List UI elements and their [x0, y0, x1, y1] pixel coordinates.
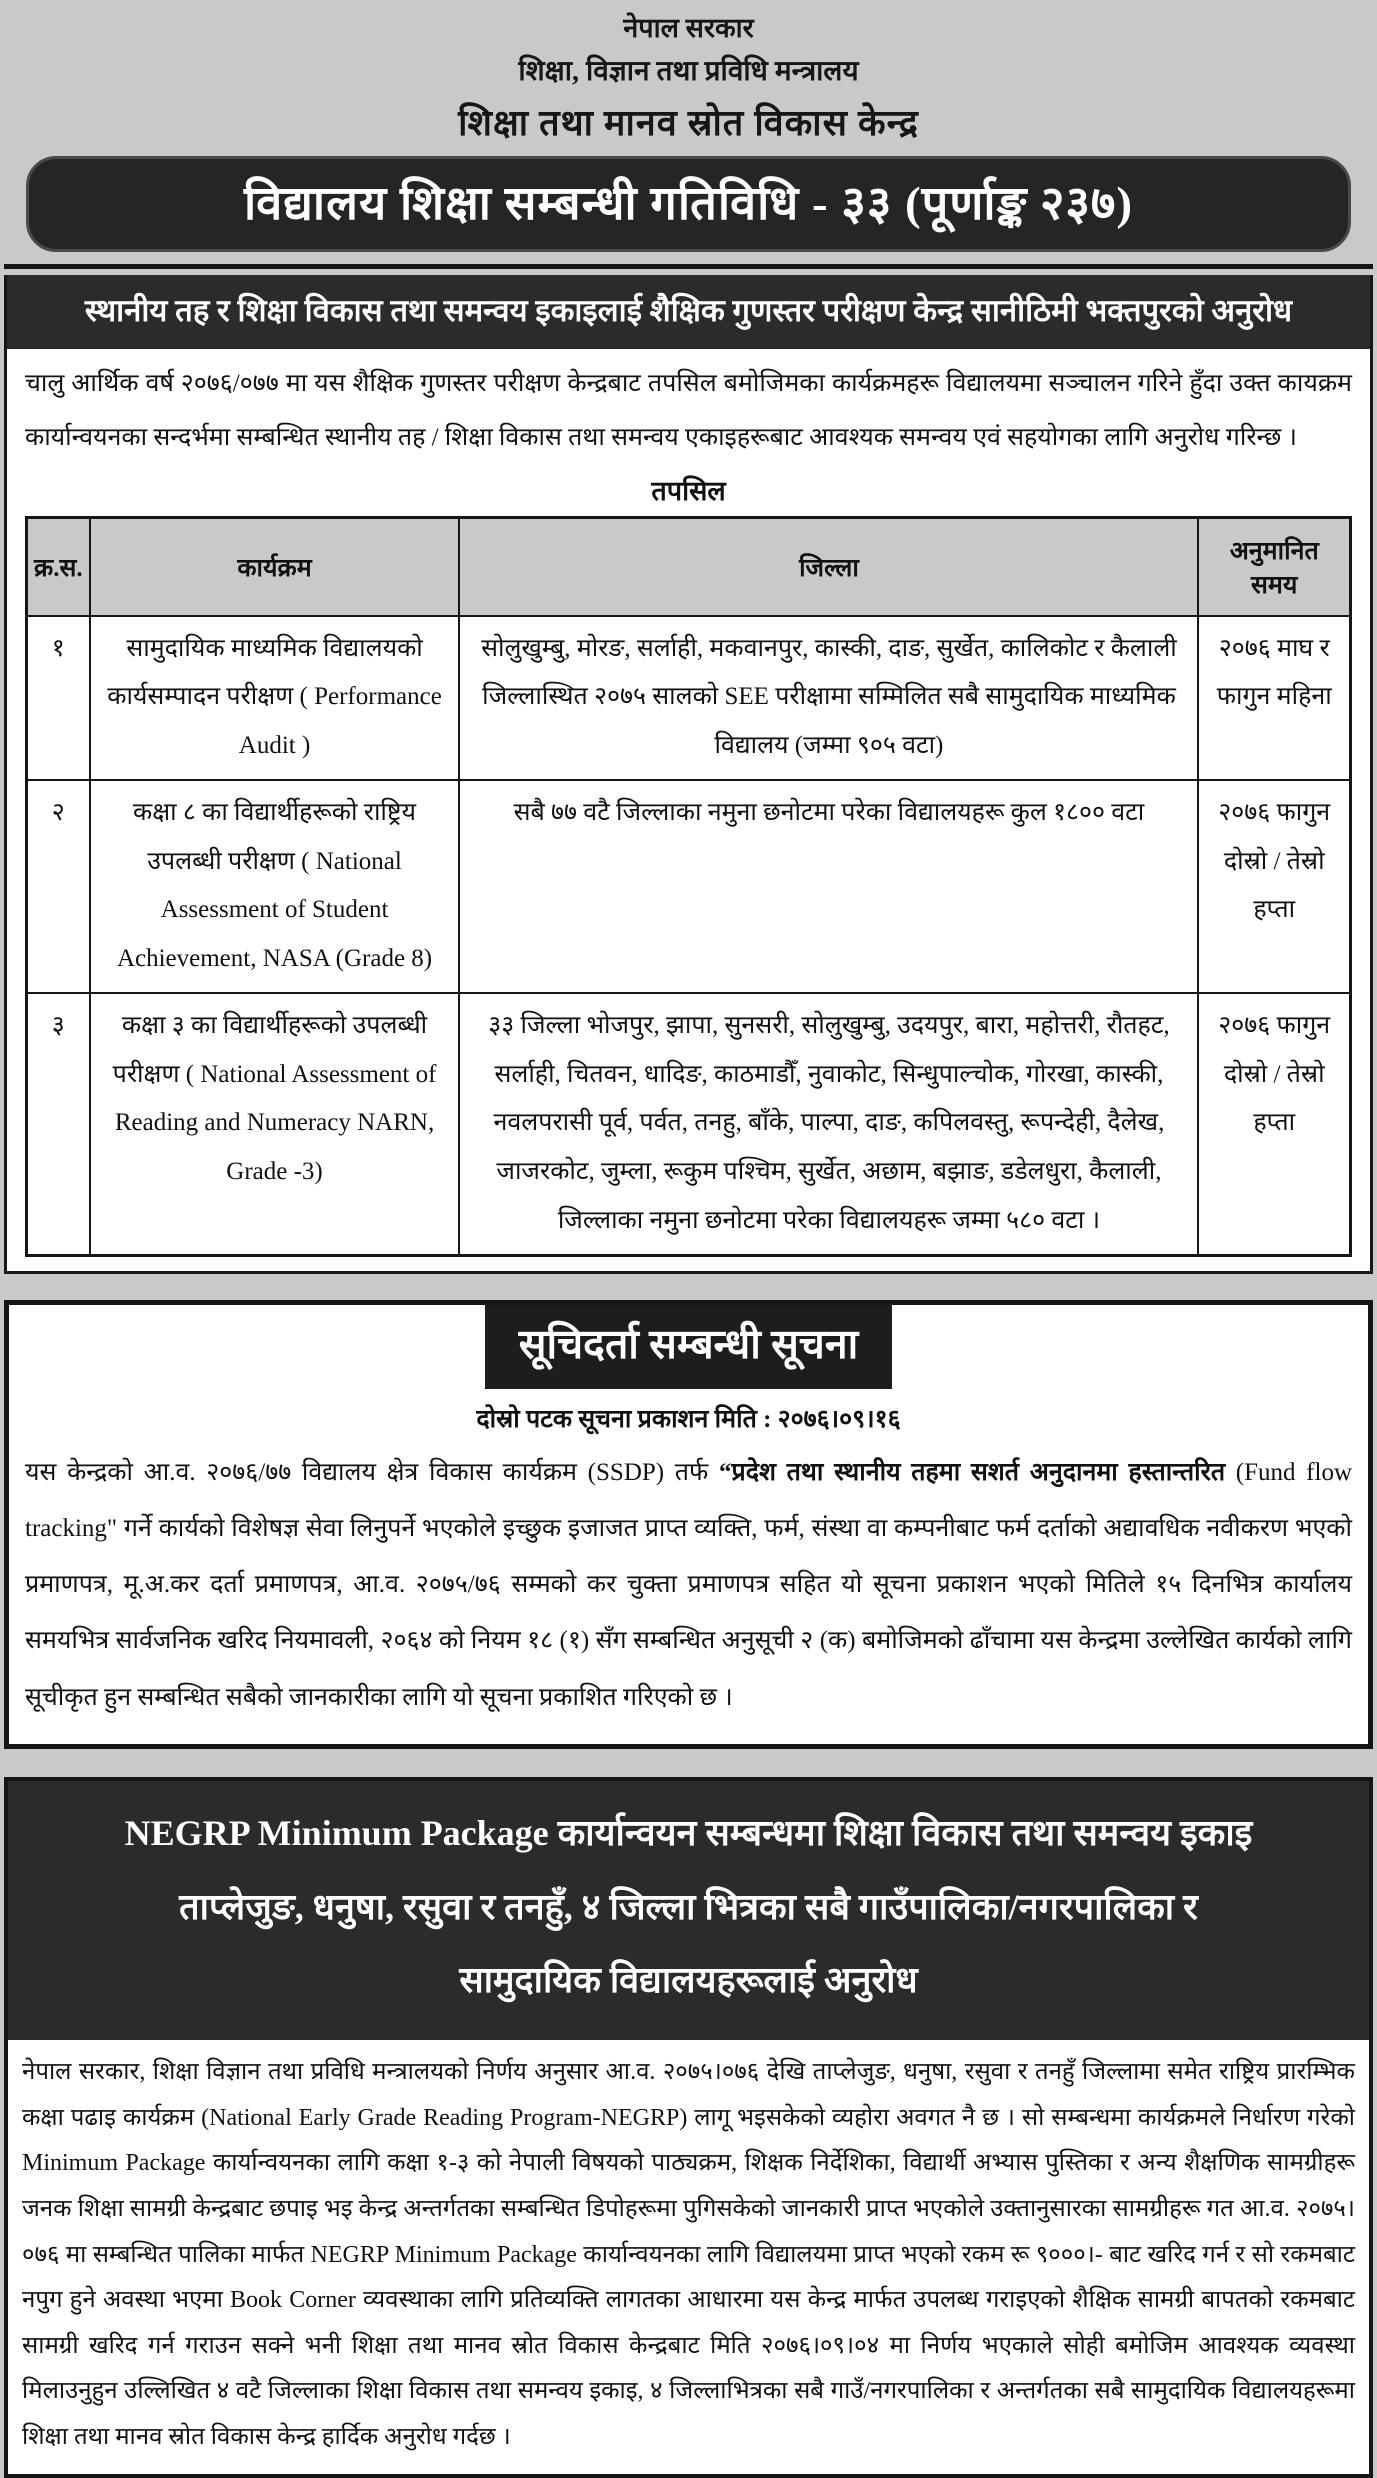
- department-title: शिक्षा तथा मानव स्रोत विकास केन्द्र: [458, 103, 919, 143]
- cell-time: २०७६ फागुन दोस्रो / तेस्रो हप्ता: [1198, 780, 1350, 993]
- section2-text-part2-bold: “प्रदेश तथा स्थानीय तहमा सशर्त अनुदानमा हस्तान्तरित: [719, 1458, 1226, 1486]
- table-caption: तपसिल: [651, 475, 726, 506]
- horizontal-rule: [4, 264, 1373, 269]
- cell-sn: १: [27, 616, 90, 780]
- col-header-time: अनुमानित समय: [1198, 517, 1350, 616]
- gov-title: नेपाल सरकार: [623, 13, 754, 43]
- cell-time: २०७६ माघ र फागुन महिना: [1198, 616, 1350, 780]
- section2-text-part4: गर्ने कार्यको विशेषज्ञ सेवा लिनुपर्ने भएकोले इच्छुक इजाजत प्राप्त व्यक्ति, फर्म, संस्था वा कम्पनीबाट फर्म दर्ताको अद्यावधिक नवीकरण भएको प्रमाणपत्र, मू.अ.कर दर्ता प्रमाणपत्र, आ.व. २०७५/७६ सम्मको कर चुक्ता प्रमाणपत्र सहित यो सूचना प्रकाशन भएको मितिले १५ दिनभित्र कार्यालय समयभित्र सार्वजनिक खरिद नियमावली, २०६४ को नियम १८ (१) सँग सम्बन्धित अनुसूची २ (क) बमोजिमको ढाँचामा यस केन्द्रमा उल्लेखित कार्यको लागि सूचीकृत हुन सम्बन्धित सबैको जानकारीका लागि यो सूचना प्रकाशित गरिएको छ ।: [25, 1514, 1352, 1711]
- section2-body-paragraph: [9, 1435, 1368, 1726]
- bulletin-banner: विद्यालय शिक्षा सम्बन्धी गतिविधि - ३३ (पूर्णाङ्क २३७): [26, 156, 1351, 252]
- section2-title: सूचिदर्ता सम्बन्धी सूचना: [485, 1305, 892, 1389]
- table-header-row: [27, 517, 1351, 616]
- cell-district: सोलुखुम्बु, मोरङ, सर्लाही, मकवानपुर, कास्की, दाङ, सुर्खेत, कालिकोट र कैलाली जिल्लास्थित २०७५ सालको SEE परीक्षामा सम्मिलित सबै सामुदायिक माध्यमिक विद्यालय (जम्मा ९०५ वटा): [459, 616, 1198, 780]
- cell-sn: २: [27, 780, 90, 993]
- ministry-title: शिक्षा, विज्ञान तथा प्रविधि मन्त्रालय: [518, 56, 859, 87]
- cell-program: कक्षा ८ का विद्यार्थीहरूको राष्ट्रिय उपलब्धी परीक्षण ( National Assessment of Student Achievement, NASA (Grade 8): [90, 780, 460, 993]
- section3-title-line2: ताप्लेजुङ, धनुषा, रसुवा र तनहुँ, ४ जिल्ला भित्रका सबै गाउँपालिका/नगरपालिका र: [179, 1886, 1198, 1927]
- section3-title-line3: सामुदायिक विद्यालयहरूलाई अनुरोध: [459, 1960, 918, 2001]
- cell-program: सामुदायिक माध्यमिक विद्यालयको कार्यसम्पादन परीक्षण ( Performance Audit ): [90, 616, 460, 780]
- cell-sn: ३: [27, 993, 90, 1255]
- section-negrp-package: [4, 1777, 1373, 2478]
- col-header-district: जिल्ला: [459, 517, 1198, 616]
- table-row: [27, 993, 1351, 1255]
- cell-district: सबै ७७ वटै जिल्लाका नमुना छनोटमा परेका विद्यालयहरू कुल १८०० वटा: [459, 780, 1198, 993]
- col-header-program: कार्यक्रम: [90, 517, 460, 616]
- cell-program: कक्षा ३ का विद्यार्थीहरूको उपलब्धी परीक्षण ( National Assessment of Reading and Numeracy NARN, Grade -3): [90, 993, 460, 1255]
- table-row: [27, 780, 1351, 993]
- section1-intro-paragraph: चालु आर्थिक वर्ष २०७६/०७७ मा यस शैक्षिक गुणस्तर परीक्षण केन्द्रबाट तपसिल बमोजिमका कार्यक्रमहरू विद्यालयमा सञ्चालन गरिने हुँदा उक्त कायक्रम कार्यान्वयनका सन्दर्भमा सम्बन्धित स्थानीय तह / शिक्षा विकास तथा समन्वय एकाइहरूबाट आवश्यक समन्वय एवं सहयोगका लागि अनुरोध गरिन्छ ।: [25, 370, 1352, 451]
- col-header-sn: क्र.स.: [27, 517, 90, 616]
- programs-table: [25, 516, 1352, 1257]
- section3-title: [8, 1781, 1369, 2040]
- section3-title-line1: NEGRP Minimum Package कार्यान्वयन सम्बन्धमा शिक्षा विकास तथा समन्वय इकाइ: [124, 1812, 1253, 1853]
- section1-body: [7, 349, 1370, 1271]
- cell-time: २०७६ फागुन दोस्रो / तेस्रो हप्ता: [1198, 993, 1350, 1255]
- section2-text-part3: (Fund flow tracking": [25, 1458, 1352, 1542]
- cell-district: ३३ जिल्ला भोजपुर, झापा, सुनसरी, सोलुखुम्बु, उदयपुर, बारा, महोत्तरी, रौतहट, सर्लाही, चितवन, धादिङ, काठमाडौँ, नुवाकोट, सिन्धुपाल्चोक, गोरखा, कास्की, नवलपरासी पूर्व, पर्वत, तनहु, बाँके, पाल्पा, दाङ, कपिलवस्तु, रूपन्देही, दैलेख, जाजरकोट, जुम्ला, रूकुम पश्चिम, सुर्खेत, अछाम, बझाङ, डडेलधुरा, कैलाली, जिल्लाका नमुना छनोटमा परेका विद्यालयहरू जम्मा ५८० वटा ।: [459, 993, 1198, 1255]
- section3-body-paragraph: नेपाल सरकार, शिक्षा विज्ञान तथा प्रविधि मन्त्रालयको निर्णय अनुसार आ.व. २०७५।०७६ देखि ताप्लेजुङ, धनुषा, रसुवा र तनहुँ जिल्लामा समेत राष्ट्रिय प्रारम्भिक कक्षा पढाइ कार्यक्रम (National Early Grade Reading Program-NEGRP) लागू भइसकेको व्यहोरा अवगत नै छ । सो सम्बन्धमा कार्यक्रमले निर्धारण गरेको Minimum Package कार्यान्वयनका लागि कक्षा १-३ को नेपाली विषयको पाठ्यक्रम, शिक्षक निर्देशिका, विद्यार्थी अभ्यास पुस्तिका र अन्य शैक्षणिक सामग्रीहरू जनक शिक्षा सामग्री केन्द्रबाट छपाइ भइ केन्द्र अन्तर्गतका सम्बन्धित डिपोहरूमा पुगिसकेको जानकारी प्राप्त भएकोले उक्तानुसारका सामग्रीहरू गत आ.व. २०७५।०७६ मा सम्बन्धित पालिका मार्फत NEGRP Minimum Package कार्यान्वयनका लागि विद्यालयमा प्राप्त भएको रकम रू ९०००।- बाट खरिद गर्न र सो रकमबाट नपुग हुने अवस्था भएमा Book Corner व्यवस्थाका लागि प्रतिव्यक्ति लागतका आधारमा यस केन्द्र मार्फत उपलब्ध गराइएको शैक्षिक सामग्री बापतको रकमबाट सामग्री खरिद गर्न गराउन सक्ने भनी शिक्षा तथा मानव स्रोत विकास केन्द्रबाट मिति २०७६।०९।०४ मा निर्णय भएकाले सोही बमोजिम आवश्यक व्यवस्था मिलाउनुहुन उल्लिखित ४ वटै जिल्लाका शिक्षा विकास तथा समन्वय इकाइ, ४ जिल्लाभित्रका सबै गाउँ/नगरपालिका र अन्तर्गतका सबै सामुदायिक विद्यालयहरूमा शिक्षा तथा मानव स्रोत विकास केन्द्र हार्दिक अनुरोध गर्दछ ।: [22, 2059, 1355, 2450]
- section1-title: स्थानीय तह र शिक्षा विकास तथा समन्वय इकाइलाई शैक्षिक गुणस्तर परीक्षण केन्द्र सानीठिमी भक्तपुरको अनुरोध: [7, 275, 1370, 349]
- section-listing-notice: [4, 1300, 1373, 1749]
- table-row: [27, 616, 1351, 780]
- section2-text-part1: यस केन्द्रको आ.व. २०७६/७७ विद्यालय क्षेत्र विकास कार्यक्रम (SSDP) तर्फ: [25, 1458, 719, 1486]
- section-quality-test-request: [4, 275, 1373, 1274]
- section2-publish-date: दोस्रो पटक सूचना प्रकाशन मिति : २०७६।०९।१६: [476, 1405, 901, 1433]
